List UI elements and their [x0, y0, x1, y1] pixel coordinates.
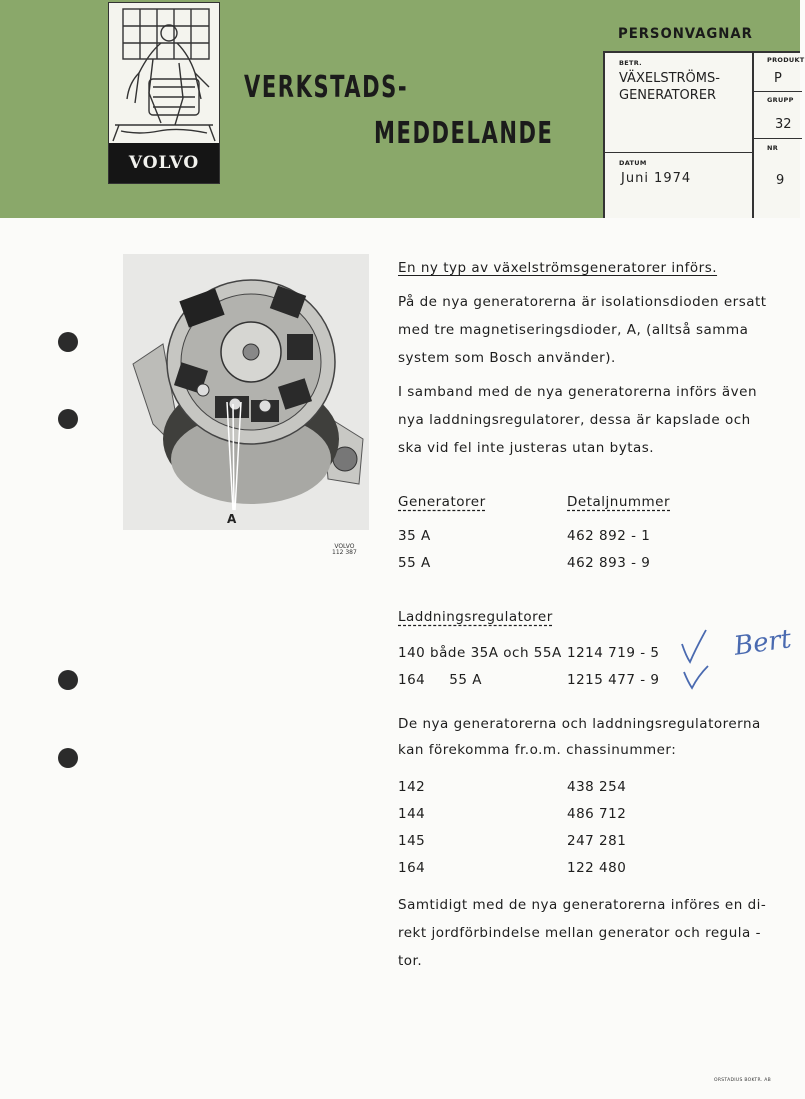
betr-line-2: GENERATORER — [619, 88, 717, 103]
heading: En ny typ av växelströmsgeneratorer införs. — [398, 260, 718, 276]
datum-label: DATUM — [619, 159, 647, 167]
generator-name: 55 A — [398, 555, 431, 571]
binder-hole — [58, 332, 78, 352]
chassis-number: 438 254 — [567, 779, 627, 795]
grupp-value: 32 — [775, 117, 792, 132]
generator-number: 462 893 - 9 — [567, 555, 651, 571]
para4-line-3: tor. — [398, 953, 423, 969]
title-line-1: VERKSTADS- — [244, 70, 409, 105]
mechanic-illustration — [109, 3, 219, 145]
para3-line-1: De nya generatorerna och laddningsregulatorerna — [398, 716, 761, 732]
grupp-divider — [754, 91, 802, 92]
title-line-2: MEDDELANDE — [374, 116, 554, 151]
nr-value: 9 — [776, 173, 785, 188]
regulators-header: Laddningsregulatorer — [398, 609, 553, 625]
betr-line-1: VÄXELSTRÖMS- — [619, 71, 720, 86]
photo-ref-number: 112 387 — [332, 549, 357, 556]
alternator-drawing — [123, 254, 369, 530]
header-band — [0, 0, 805, 218]
chassis-number: 486 712 — [567, 806, 627, 822]
chassis-model: 144 — [398, 806, 426, 822]
para4-line-1: Samtidigt med de nya generatorerna införes en di- — [398, 897, 767, 913]
generator-name: 35 A — [398, 528, 431, 544]
printer-credit: ORSTADIUS BOKTR. AB — [714, 1078, 771, 1083]
chassis-model: 164 — [398, 860, 426, 876]
chassis-model: 142 — [398, 779, 426, 795]
para2-line-2: nya laddningsregulatorer, dessa är kapslade och — [398, 412, 751, 428]
binder-hole — [58, 670, 78, 690]
datum-divider — [605, 152, 754, 153]
part-number-header: Detaljnummer — [567, 494, 671, 510]
photo-reference — [332, 544, 357, 556]
chassis-number: 122 480 — [567, 860, 627, 876]
binder-hole — [58, 409, 78, 429]
produkt-label: PRODUKT — [767, 56, 805, 64]
chassis-number: 247 281 — [567, 833, 627, 849]
subject-box — [603, 51, 752, 218]
datum-value: Juni 1974 — [621, 171, 692, 186]
para2-line-3: ska vid fel inte justeras utan bytas. — [398, 440, 655, 456]
volvo-logo: VOLVO — [109, 143, 219, 183]
para1-line-2: med tre magnetiseringsdioder, A, (alltså samma — [398, 322, 749, 338]
generator-number: 462 892 - 1 — [567, 528, 651, 544]
para4-line-2: rekt jordförbindelse mellan generator och regula - — [398, 925, 761, 941]
para1-line-3: system som Bosch använder). — [398, 350, 616, 366]
betr-label: BETR. — [619, 59, 642, 67]
regulator-name: 140 både 35A och 55A — [398, 645, 562, 661]
code-box — [752, 51, 805, 218]
nr-divider — [754, 138, 802, 139]
alternator-photo — [123, 254, 369, 530]
diode-label: A — [227, 512, 237, 526]
handwritten-signature: Bert — [732, 624, 794, 662]
category-label: PERSONVAGNAR — [618, 26, 753, 42]
chassis-model: 145 — [398, 833, 426, 849]
regulator-number: 1214 719 - 5 — [567, 645, 660, 661]
regulator-name: 164 55 A — [398, 672, 482, 688]
binder-hole — [58, 748, 78, 768]
regulator-number: 1215 477 - 9 — [567, 672, 660, 688]
photo-ref-brand: VOLVO — [334, 543, 355, 550]
logo-box — [108, 2, 220, 184]
grupp-label: GRUPP — [767, 96, 794, 104]
para1-line-1: På de nya generatorerna är isolationsdioden ersatt — [398, 294, 767, 310]
generators-header: Generatorer — [398, 494, 486, 510]
para2-line-1: I samband med de nya generatorerna införs även — [398, 384, 758, 400]
nr-label: NR — [767, 144, 779, 152]
para3-line-2: kan förekomma fr.o.m. chassinummer: — [398, 742, 677, 758]
produkt-value: P — [774, 71, 782, 86]
